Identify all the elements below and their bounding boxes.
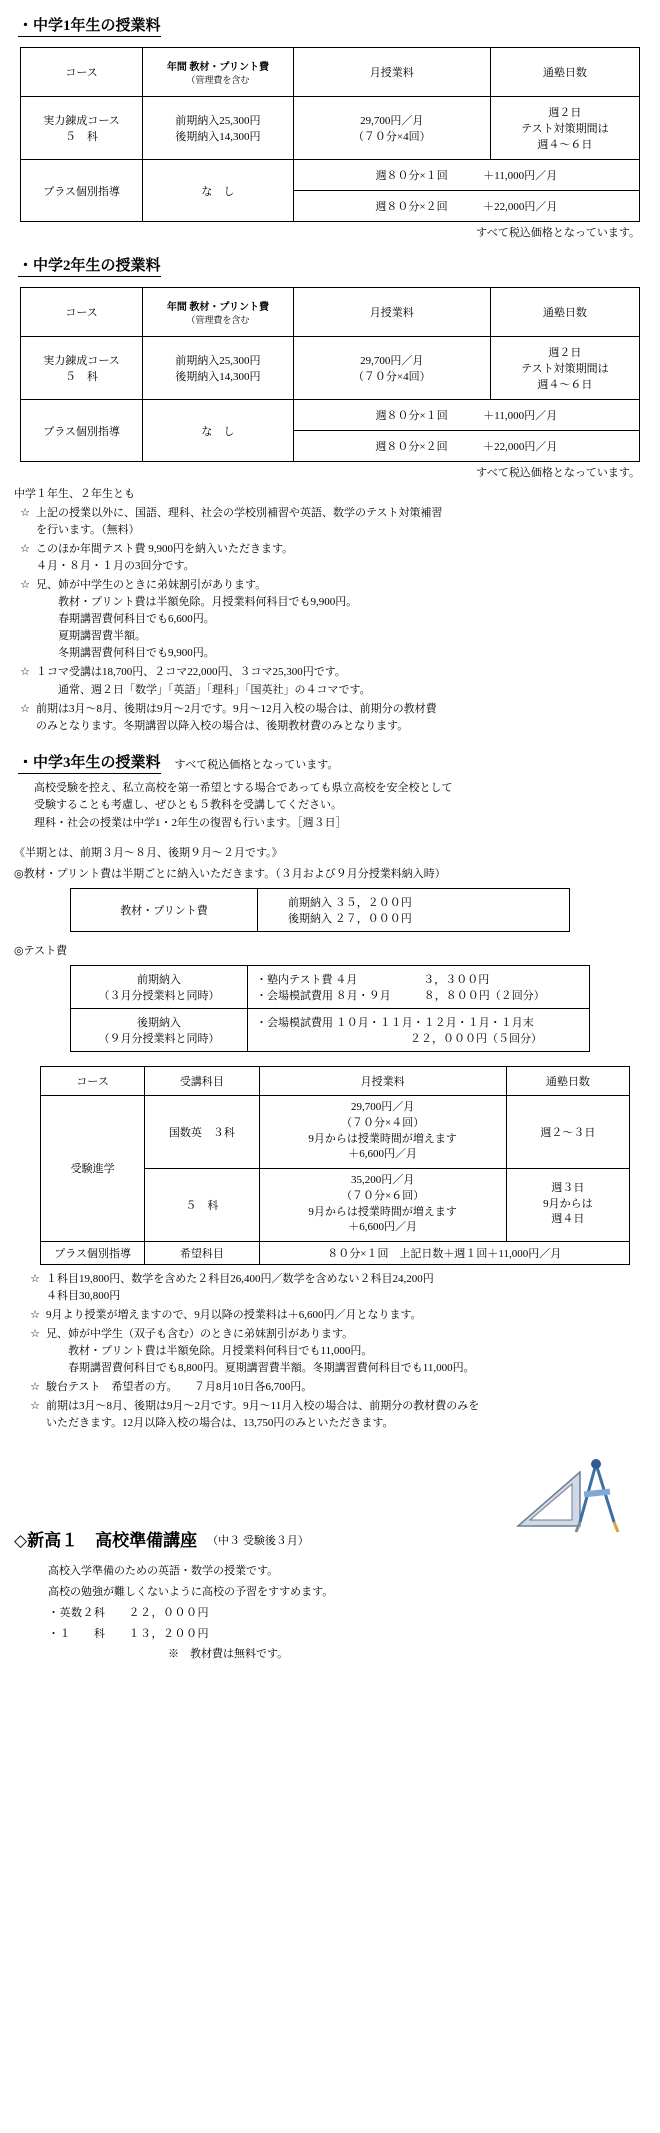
row2-fee-a-value: ＋11,000円／月 bbox=[483, 170, 558, 182]
note-item bbox=[24, 1379, 660, 1396]
star-icon: ☆ bbox=[20, 666, 30, 679]
note-line: 駿台テスト 希望者の方。 ７月8月10日各6,700円。 bbox=[46, 1380, 313, 1393]
material-fee-values bbox=[258, 888, 570, 931]
note-line: を行います。（無料） bbox=[36, 524, 140, 537]
row1-days bbox=[490, 97, 639, 160]
row-subject: ５ 科 bbox=[145, 1168, 259, 1241]
row1-material bbox=[143, 97, 294, 160]
header-fee: 月授業料 bbox=[293, 288, 490, 337]
table-row bbox=[21, 337, 640, 400]
note-body bbox=[46, 1307, 660, 1324]
days-line: 9月からは bbox=[543, 1197, 593, 1210]
header-subject: 受講科目 bbox=[145, 1066, 259, 1095]
row1-material-l1: 前期納入25,300円 bbox=[175, 355, 261, 367]
row1-fee-l1: 29,700円／月 bbox=[360, 355, 424, 367]
row1-days-l2: テスト対策期間は bbox=[521, 123, 609, 135]
grade1-table-wrap bbox=[20, 47, 640, 222]
newhigh-fee-line: ・英数２科 ２２，０００円 bbox=[48, 1606, 209, 1619]
note-item bbox=[24, 1271, 660, 1305]
note-line: のみとなります。冬期講習以降入校の場合は、後期教材費のみとなります。 bbox=[36, 719, 409, 732]
star-icon: ☆ bbox=[30, 1308, 40, 1321]
row-subject: 国数英 ３科 bbox=[145, 1095, 259, 1168]
star-icon: ☆ bbox=[30, 1399, 40, 1412]
newhigh-body bbox=[48, 1561, 660, 1665]
row2-course: プラス個別指導 bbox=[21, 160, 143, 222]
row-fee bbox=[259, 1095, 506, 1168]
note-line: 夏期講習費半額。 bbox=[58, 630, 146, 643]
table-row bbox=[71, 1008, 590, 1051]
grade2-title: ・中学2年生の授業料 bbox=[18, 254, 161, 277]
detail-line: ・会場模試費用 ８月・９月 ８，８００円（２回分） bbox=[256, 989, 545, 1002]
row1-days-l3: 週４～６日 bbox=[537, 139, 593, 151]
test-fee-detail-1 bbox=[248, 965, 590, 1008]
star-icon: ☆ bbox=[20, 543, 30, 556]
note-body bbox=[46, 1379, 660, 1396]
newhigh-line: 高校入学準備のための英語・数学の授業です。 bbox=[48, 1564, 279, 1577]
header-fee: 月授業料 bbox=[259, 1066, 506, 1095]
note-line: 冬期講習費何科目でも9,900円。 bbox=[58, 647, 215, 660]
period-line: （９月分授業料と同時） bbox=[98, 1032, 220, 1045]
material-payment-note: ◎教材・プリント費は半期ごとに納入いただきます。（３月および９月分授業料納入時） bbox=[14, 868, 446, 881]
table-row bbox=[41, 1241, 630, 1264]
grade3-fee-table bbox=[40, 1066, 630, 1265]
material-fee-line: 前期納入 ３５，２００円 bbox=[288, 896, 412, 909]
note-line: ４科目30,800円 bbox=[46, 1289, 121, 1302]
row2-course: プラス個別指導 bbox=[21, 400, 143, 462]
days-line: 週３日 bbox=[551, 1181, 585, 1194]
note-body bbox=[36, 701, 660, 735]
compass-icon bbox=[510, 1456, 630, 1539]
grade3-table-wrap bbox=[20, 1066, 640, 1265]
table-row bbox=[21, 400, 640, 431]
star-icon: ☆ bbox=[20, 507, 30, 520]
grade1-title: ・中学1年生の授業料 bbox=[18, 14, 161, 37]
table-header-row bbox=[21, 288, 640, 337]
row1-days bbox=[490, 337, 639, 400]
fee-line: 35,200円／月 bbox=[351, 1173, 415, 1186]
note-line: 通常、週２日「数学」「英語」「理科」「国英社」の４コマです。 bbox=[58, 683, 371, 696]
note-line: 教材・プリント費は半額免除。月授業料何科目でも11,000円。 bbox=[68, 1344, 373, 1357]
grade2-table bbox=[20, 287, 640, 462]
note-line: 9月より授業が増えますので、9月以降の授業料は＋6,600円／月となります。 bbox=[46, 1308, 422, 1321]
section-grade1-heading bbox=[0, 14, 660, 43]
header-material-main: 年間 教材・プリント費 bbox=[166, 302, 269, 313]
row2-fee-b bbox=[293, 431, 639, 462]
row1-course-l2: ５ 科 bbox=[65, 371, 99, 383]
grade3-title: ・中学3年生の授業料 bbox=[18, 751, 161, 774]
table-header-row bbox=[21, 48, 640, 97]
row1-days-l1: 週２日 bbox=[548, 107, 582, 119]
fee-line: （７０分×６回） bbox=[341, 1189, 425, 1202]
section-grade2-heading bbox=[0, 254, 660, 283]
test-fee-detail-2 bbox=[248, 1008, 590, 1051]
row-days: 週２～３日 bbox=[506, 1095, 629, 1168]
section-grade3-heading bbox=[18, 751, 660, 774]
test-fee-title: ◎テスト費 bbox=[14, 944, 68, 957]
half-term-note: 《半期とは、前期３月～８月、後期９月～２月です。》 bbox=[14, 847, 283, 860]
header-material bbox=[143, 288, 294, 337]
note-item bbox=[14, 664, 660, 698]
detail-line: ・塾内テスト費 ４月 ３，３００円 bbox=[256, 973, 490, 986]
period-line: 後期納入 bbox=[137, 1016, 181, 1029]
grade1-tax-note: すべて税込価格となっています。 bbox=[476, 227, 640, 239]
row1-material-l2: 後期納入14,300円 bbox=[175, 131, 261, 143]
header-material-main: 年間 教材・プリント費 bbox=[166, 62, 269, 73]
material-fee-line: 後期納入 ２７，０００円 bbox=[288, 912, 412, 925]
header-material-sub: （管理費を含む bbox=[186, 315, 250, 325]
note-line: 兄、姉が中学生のときに弟妹割引があります。 bbox=[36, 579, 267, 592]
row1-days-l1: 週２日 bbox=[548, 347, 582, 359]
row2-fee-a bbox=[293, 400, 639, 431]
fee-line: ＋6,600円／月 bbox=[348, 1148, 418, 1161]
note-line: このほか年間テスト費 9,900円を納入いただきます。 bbox=[36, 543, 294, 556]
note-line: いただきます。12月以降入校の場合は、13,750円のみといただきます。 bbox=[46, 1416, 394, 1429]
note-line: 春期講習費何科目でも6,600円。 bbox=[58, 613, 215, 626]
grade2-table-wrap bbox=[20, 287, 640, 462]
common-notes-title: 中学１年生、２年生とも bbox=[14, 488, 135, 500]
detail-line: ２２，０００円（５回分） bbox=[256, 1032, 542, 1045]
row1-days-l2: テスト対策期間は bbox=[521, 363, 609, 375]
table-header-row bbox=[41, 1066, 630, 1095]
last-row-subject: 希望科目 bbox=[145, 1241, 259, 1264]
header-course: コース bbox=[41, 1066, 145, 1095]
row2-fee-b bbox=[293, 191, 639, 222]
table-row bbox=[21, 160, 640, 191]
newhigh-title-text: 新高１ 高校準備講座 bbox=[27, 1530, 198, 1550]
note-body bbox=[46, 1271, 660, 1305]
table-row bbox=[21, 97, 640, 160]
period-line: 前期納入 bbox=[137, 973, 181, 986]
row2-fee-a-value: ＋11,000円／月 bbox=[483, 410, 558, 422]
star-icon: ☆ bbox=[30, 1327, 40, 1340]
note-item bbox=[24, 1307, 660, 1324]
compass-illustration-area bbox=[0, 1456, 660, 1526]
note-item bbox=[14, 541, 660, 575]
star-icon: ☆ bbox=[30, 1380, 40, 1393]
row2-material: な し bbox=[143, 400, 294, 462]
star-icon: ☆ bbox=[30, 1272, 40, 1285]
header-days: 通塾日数 bbox=[506, 1066, 629, 1095]
intro-line: 理科・社会の授業は中学1・2年生の復習も行います。［週３日］ bbox=[34, 816, 347, 829]
intro-line: 受験することも考慮し、ぜひとも５教科を受講してください。 bbox=[34, 799, 342, 812]
note-item bbox=[14, 577, 660, 662]
row2-fee-b-value: ＋22,000円／月 bbox=[483, 201, 558, 213]
row1-fee-l2: （７０分×4回） bbox=[352, 371, 431, 383]
test-fee-period-1 bbox=[71, 965, 248, 1008]
fee-line: （７０分×４回） bbox=[341, 1116, 425, 1129]
header-material bbox=[143, 48, 294, 97]
header-course: コース bbox=[21, 288, 143, 337]
row2-fee-b-value: ＋22,000円／月 bbox=[483, 441, 558, 453]
note-line: ４月・８月・１月の3回分です。 bbox=[36, 560, 195, 573]
table-row bbox=[71, 888, 570, 931]
header-days: 通塾日数 bbox=[490, 48, 639, 97]
grade1-table bbox=[20, 47, 640, 222]
newhigh-line: 高校の勉強が難しくないように高校の予習をすすめます。 bbox=[48, 1585, 334, 1598]
row1-fee bbox=[293, 97, 490, 160]
newhigh-title bbox=[14, 1526, 197, 1551]
row1-material bbox=[143, 337, 294, 400]
note-body bbox=[36, 541, 660, 575]
detail-line: ・会場模試費用 １０月・１１月・１２月・１月・１月末 bbox=[256, 1016, 534, 1029]
newhigh-fee-line: ・１ 科 １３，２００円 bbox=[48, 1627, 209, 1640]
row1-material-l2: 後期納入14,300円 bbox=[175, 371, 261, 383]
star-icon: ☆ bbox=[20, 702, 30, 715]
row1-course-l1: 実力錬成コース bbox=[43, 115, 120, 127]
row1-fee bbox=[293, 337, 490, 400]
row2-fee-a bbox=[293, 160, 639, 191]
note-line: 前期は3月～8月、後期は9月～2月です。9月～11月入校の場合は、前期分の教材費のみを bbox=[46, 1399, 480, 1412]
row2-fee-b-label: 週８０分×２回 bbox=[375, 441, 448, 453]
table-row bbox=[71, 965, 590, 1008]
last-row-course: プラス個別指導 bbox=[41, 1241, 145, 1264]
last-row-fee: ８０分×１回 上記日数＋週１回＋11,000円／月 bbox=[259, 1241, 629, 1264]
newhigh-subtitle: （中３ 受験後３月） bbox=[207, 1534, 309, 1547]
header-days: 通塾日数 bbox=[490, 288, 639, 337]
fee-line: 29,700円／月 bbox=[351, 1100, 415, 1113]
fee-line: ＋6,600円／月 bbox=[348, 1221, 418, 1234]
note-body bbox=[36, 664, 660, 698]
grade3-tax-note: すべて税込価格となっています。 bbox=[174, 758, 339, 771]
row1-course bbox=[21, 97, 143, 160]
row1-fee-l1: 29,700円／月 bbox=[360, 115, 424, 127]
star-icon: ☆ bbox=[20, 579, 30, 592]
note-line: 上記の授業以外に、国語、理科、社会の学校別補習や英語、数学のテスト対策補習 bbox=[36, 507, 443, 520]
common-notes bbox=[14, 486, 660, 735]
days-line: 週４日 bbox=[551, 1213, 585, 1226]
header-fee: 月授業料 bbox=[293, 48, 490, 97]
row2-fee-a-label: 週８０分×１回 bbox=[375, 410, 448, 422]
header-course: コース bbox=[21, 48, 143, 97]
grade3-notes bbox=[24, 1271, 660, 1432]
row2-fee-a-label: 週８０分×１回 bbox=[375, 170, 448, 182]
row1-course-l2: ５ 科 bbox=[65, 131, 99, 143]
note-item bbox=[24, 1398, 660, 1432]
note-line: 教材・プリント費は半額免除。月授業料何科目でも9,900円。 bbox=[58, 596, 358, 609]
row-days bbox=[506, 1168, 629, 1241]
material-fee-label: 教材・プリント費 bbox=[71, 888, 258, 931]
row1-course-l1: 実力錬成コース bbox=[43, 355, 120, 367]
note-body bbox=[46, 1326, 660, 1377]
note-item bbox=[24, 1326, 660, 1377]
material-fee-table-wrap bbox=[50, 888, 610, 932]
row1-material-l1: 前期納入25,300円 bbox=[175, 115, 261, 127]
note-line: 春期講習費何科目でも8,800円。夏期講習費半額。冬期講習費何科目でも11,000円。 bbox=[68, 1361, 475, 1374]
test-fee-table bbox=[70, 965, 590, 1052]
grade2-tax-note: すべて税込価格となっています。 bbox=[476, 467, 640, 479]
document-page bbox=[0, 14, 660, 1665]
note-body bbox=[36, 505, 660, 539]
header-material-sub: （管理費を含む bbox=[186, 75, 250, 85]
grade3-intro bbox=[34, 780, 660, 833]
test-fee-period-2 bbox=[71, 1008, 248, 1051]
intro-line: 高校受験を控え、私立高校を第一希望とする場合であっても県立高校を安全校として bbox=[34, 781, 453, 794]
period-line: （３月分授業料と同時） bbox=[98, 989, 220, 1002]
row1-course bbox=[21, 337, 143, 400]
note-body bbox=[46, 1398, 660, 1432]
note-line: 前期は3月～8月、後期は9月～2月です。9月～12月入校の場合は、前期分の教材費 bbox=[36, 702, 437, 715]
note-item bbox=[14, 505, 660, 539]
row1-days-l3: 週４～６日 bbox=[537, 379, 593, 391]
note-line: １コマ受講は18,700円、２コマ22,000円、３コマ25,300円です。 bbox=[36, 666, 346, 679]
note-body bbox=[36, 577, 660, 662]
newhigh-note: ※ 教材費は無料です。 bbox=[168, 1648, 289, 1661]
fee-line: 9月からは授業時間が増えます bbox=[308, 1205, 457, 1218]
test-fee-table-wrap bbox=[50, 965, 610, 1052]
note-line: １科目19,800円、数学を含めた２科目26,400円／数学を含めない２科目24,200円 bbox=[46, 1272, 434, 1285]
diamond-icon: ◇ bbox=[14, 1530, 28, 1550]
row2-fee-b-label: 週８０分×２回 bbox=[375, 201, 448, 213]
row2-material: な し bbox=[143, 160, 294, 222]
row-fee bbox=[259, 1168, 506, 1241]
row1-fee-l2: （７０分×4回） bbox=[352, 131, 431, 143]
note-item bbox=[14, 701, 660, 735]
material-fee-table bbox=[70, 888, 570, 932]
fee-line: 9月からは授業時間が増えます bbox=[308, 1132, 457, 1145]
note-line: 兄、姉が中学生（双子も含む）のときに弟妹割引があります。 bbox=[46, 1327, 354, 1340]
grade3-course-label: 受験進学 bbox=[41, 1095, 145, 1241]
table-row bbox=[41, 1095, 630, 1168]
